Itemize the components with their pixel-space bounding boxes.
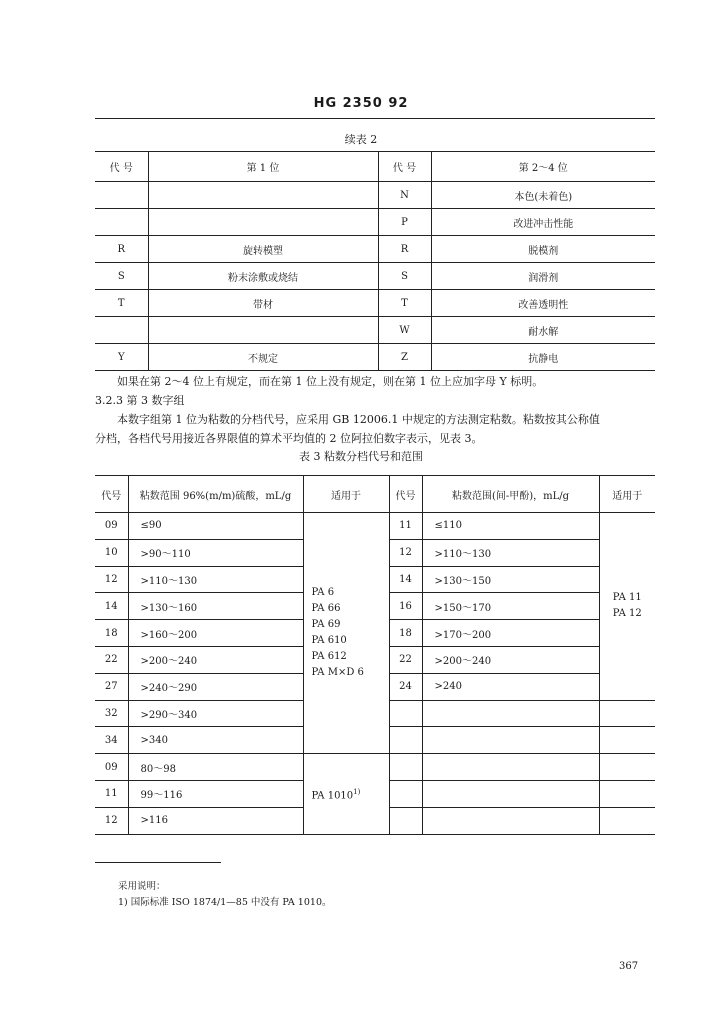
table-cell: S	[95, 263, 148, 290]
applies-item: PA 11	[612, 592, 642, 604]
range-cell: >116	[128, 807, 303, 834]
table-row	[95, 317, 655, 344]
code-cell: 14	[389, 566, 422, 593]
header-rule	[95, 118, 655, 119]
table3	[95, 475, 655, 835]
table-cell: 改善透明性	[431, 290, 655, 317]
table-row	[95, 209, 655, 236]
empty-cell	[599, 754, 655, 781]
table-cell: 改进冲击性能	[431, 209, 655, 236]
section-heading: 3.2.3 第 3 数字组	[95, 394, 185, 407]
empty-cell	[422, 807, 599, 834]
range-cell: 80～98	[128, 754, 303, 781]
applies-to-group1	[303, 513, 389, 754]
table-cell: T	[95, 290, 148, 317]
empty-cell	[599, 727, 655, 754]
table3-header-cell: 粘数范围 96%(m/m)硫酸，mL/g	[128, 476, 303, 513]
footnote-title: 采用说明：	[118, 881, 166, 892]
paragraph-line: 本数字组第 1 位为粘数的分档代号，应采用 GB 12006.1 中规定的方法测定粘数。粘数按其公称值	[117, 413, 600, 426]
table-cell: W	[378, 317, 431, 344]
table-cell: 润滑剂	[431, 263, 655, 290]
page-number: 367	[619, 961, 639, 972]
empty-cell	[599, 780, 655, 807]
applies-item: PA 69	[311, 619, 341, 631]
table-cell	[148, 317, 378, 344]
table-cell: 不规定	[148, 344, 378, 371]
empty-cell	[389, 700, 422, 727]
applies-to-group2	[303, 754, 389, 834]
table-cell: N	[378, 182, 431, 209]
range-cell: >290～340	[128, 700, 303, 727]
table-row	[95, 236, 655, 263]
range-cell: >130～160	[128, 593, 303, 620]
range-cell: >90～110	[128, 539, 303, 566]
table3-caption: 表 3 粘数分档代号和范围	[299, 450, 423, 463]
code-cell: 24	[389, 673, 422, 700]
empty-cell	[599, 700, 655, 727]
table2-header-cell: 代 号	[378, 152, 431, 182]
table-cell: 本色(未着色)	[431, 182, 655, 209]
code-cell: 22	[95, 646, 128, 673]
table-cell	[148, 182, 378, 209]
code-cell: 12	[389, 539, 422, 566]
range-cell: ≤90	[128, 513, 303, 540]
empty-cell	[389, 754, 422, 781]
table2-header-cell: 第 1 位	[148, 152, 378, 182]
code-cell: 18	[389, 620, 422, 647]
empty-cell	[422, 700, 599, 727]
table-cell: 粉末涂敷或烧结	[148, 263, 378, 290]
page-header: HG 2350 92	[313, 96, 409, 111]
code-cell: 32	[95, 700, 128, 727]
paragraph-line: 分档，各档代号用接近各界限值的算术平均值的 2 位阿拉伯数字表示，见表 3。	[95, 432, 483, 445]
code-cell: 14	[95, 593, 128, 620]
table3-header-cell: 适用于	[599, 476, 655, 513]
table-cell	[95, 209, 148, 236]
table-cell: 耐水解	[431, 317, 655, 344]
table2	[95, 151, 655, 371]
note-text: 如果在第 2～4 位上有规定，而在第 1 位上没有规定，则在第 1 位上应加字母 Y 标明。	[117, 375, 544, 388]
code-cell: 12	[95, 807, 128, 834]
range-cell: 99～116	[128, 780, 303, 807]
table-cell	[95, 317, 148, 344]
table-cell: T	[378, 290, 431, 317]
applies-item: PA 612	[311, 651, 347, 663]
range-cell: >150～170	[422, 593, 599, 620]
range-cell: >240	[422, 673, 599, 700]
range-cell: >130～150	[422, 566, 599, 593]
table-cell: P	[378, 209, 431, 236]
table-row	[95, 290, 655, 317]
table-cell	[148, 209, 378, 236]
empty-cell	[389, 727, 422, 754]
applies-to-right	[599, 513, 655, 701]
applies-item: PA 12	[612, 608, 642, 620]
code-cell: 22	[389, 646, 422, 673]
empty-cell	[422, 754, 599, 781]
code-cell: 27	[95, 673, 128, 700]
applies-item: PA 610	[311, 635, 347, 647]
applies-item: PA 66	[311, 603, 341, 615]
table-cell	[95, 182, 148, 209]
empty-cell	[422, 780, 599, 807]
code-cell: 18	[95, 620, 128, 647]
range-cell: >160～200	[128, 620, 303, 647]
code-cell: 16	[389, 593, 422, 620]
footnote-rule	[95, 862, 221, 863]
table-cell: R	[378, 236, 431, 263]
table-row	[95, 513, 655, 540]
empty-cell	[422, 727, 599, 754]
empty-cell	[389, 780, 422, 807]
range-cell: >200～240	[128, 646, 303, 673]
table-cell: 抗静电	[431, 344, 655, 371]
range-cell: >240～290	[128, 673, 303, 700]
code-cell: 12	[95, 566, 128, 593]
range-cell: >110～130	[128, 566, 303, 593]
table-cell: 脱模剂	[431, 236, 655, 263]
applies-item: PA M×D 6	[311, 667, 364, 679]
code-cell: 09	[95, 513, 128, 540]
empty-cell	[599, 807, 655, 834]
table-row	[95, 754, 655, 781]
table3-header-cell: 代号	[95, 476, 128, 513]
applies-item: PA 6	[311, 587, 335, 599]
code-cell: 09	[95, 754, 128, 781]
table3-header-cell: 适用于	[303, 476, 389, 513]
code-cell: 11	[389, 513, 422, 540]
table-row	[95, 182, 655, 209]
table3-header-cell: 粘数范围(间-甲酚)，mL/g	[422, 476, 599, 513]
range-cell: >170～200	[422, 620, 599, 647]
table2-caption: 续表 2	[344, 133, 378, 146]
table-cell: R	[95, 236, 148, 263]
empty-cell	[389, 807, 422, 834]
table2-header-cell: 代 号	[95, 152, 148, 182]
table-cell: 带材	[148, 290, 378, 317]
table2-header-cell: 第 2～4 位	[431, 152, 655, 182]
table-cell: Y	[95, 344, 148, 371]
table-row	[95, 344, 655, 371]
table-cell: S	[378, 263, 431, 290]
table-cell: 旋转模塑	[148, 236, 378, 263]
range-cell: ≤110	[422, 513, 599, 540]
code-cell: 10	[95, 539, 128, 566]
table2-header-row	[95, 152, 655, 182]
footnote-ref: 1)	[353, 787, 361, 796]
table-cell: Z	[378, 344, 431, 371]
table3-header-cell: 代号	[389, 476, 422, 513]
table-row	[95, 263, 655, 290]
code-cell: 11	[95, 780, 128, 807]
range-cell: >200～240	[422, 646, 599, 673]
footnote-text: 1) 国际标准 ISO 1874/1—85 中没有 PA 1010。	[118, 897, 332, 908]
range-cell: >340	[128, 727, 303, 754]
table3-header-row	[95, 476, 655, 513]
applies-item: PA 1010	[311, 790, 354, 802]
code-cell: 34	[95, 727, 128, 754]
range-cell: >110～130	[422, 539, 599, 566]
